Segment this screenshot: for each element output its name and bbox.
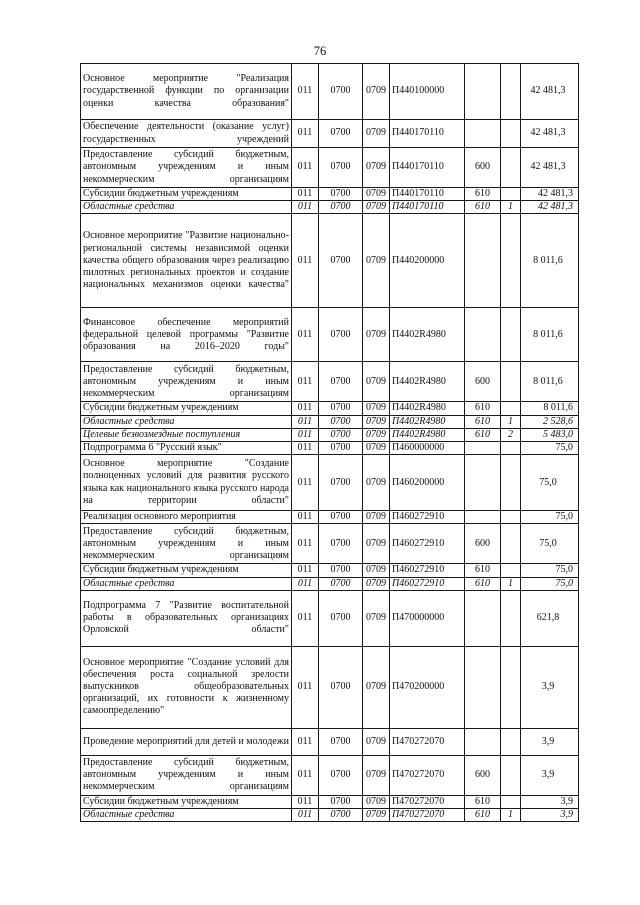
admin-code-cell: 011 [292, 755, 319, 795]
section-code-cell: 0700 [319, 590, 363, 646]
amount-cell: 75,0 [521, 441, 579, 454]
item-name-cell: Основное мероприятие "Создание условий для обеспечения роста социальной зрелости выпускников общеобразовательных организаций, их готовности к жизненному самоопределению" [81, 646, 292, 728]
expense-type-cell [465, 308, 501, 362]
admin-code-cell: 011 [292, 415, 319, 428]
subsection-code-cell: 0709 [363, 755, 390, 795]
section-code-cell: 0700 [319, 362, 363, 402]
table-row [81, 402, 579, 415]
amount-cell: 75,0 [521, 577, 579, 590]
subsection-code-cell: 0709 [363, 428, 390, 441]
item-name-cell: Проведение мероприятий для детей и молодежи [81, 728, 292, 755]
item-name-cell: Областные средства [81, 808, 292, 821]
section-code-cell: 0700 [319, 564, 363, 577]
admin-code-cell: 011 [292, 148, 319, 188]
item-name-cell: Основное мероприятие "Развитие национально-региональной системы независимой оценки качества общего образования через реализацию пилотных региональных проектов и создание национальных механизмов оценки качества" [81, 214, 292, 308]
item-name-cell: Основное мероприятие "Создание полноценных условий для развития русского языка как национального языка русского народа на территории области" [81, 455, 292, 511]
item-name-cell: Подпрограмма 6 "Русский язык" [81, 441, 292, 454]
funding-source-cell [501, 64, 521, 120]
table-row [81, 646, 579, 728]
subsection-code-cell: 0709 [363, 646, 390, 728]
funding-source-cell [501, 795, 521, 808]
item-name-cell: Областные средства [81, 201, 292, 214]
admin-code-cell: 011 [292, 188, 319, 201]
expense-type-cell: 600 [465, 524, 501, 564]
expense-type-cell [465, 646, 501, 728]
subsection-code-cell: 0709 [363, 590, 390, 646]
section-code-cell: 0700 [319, 120, 363, 148]
expense-type-cell: 610 [465, 577, 501, 590]
table-row [81, 564, 579, 577]
expense-type-cell [465, 728, 501, 755]
amount-cell: 75,0 [521, 524, 579, 564]
item-name-cell: Субсидии бюджетным учреждениям [81, 402, 292, 415]
amount-cell: 3,9 [521, 755, 579, 795]
funding-source-cell [501, 511, 521, 524]
table-row [81, 795, 579, 808]
subsection-code-cell: 0709 [363, 402, 390, 415]
table-row [81, 214, 579, 308]
subsection-code-cell: 0709 [363, 577, 390, 590]
funding-source-cell: 1 [501, 201, 521, 214]
admin-code-cell: 011 [292, 646, 319, 728]
target-article-cell: П470272070 [390, 808, 465, 821]
funding-source-cell [501, 188, 521, 201]
admin-code-cell: 011 [292, 808, 319, 821]
item-name-cell: Реализация основного мероприятия [81, 511, 292, 524]
expense-type-cell [465, 214, 501, 308]
amount-cell: 42 481,3 [521, 64, 579, 120]
subsection-code-cell: 0709 [363, 120, 390, 148]
expense-type-cell [465, 455, 501, 511]
subsection-code-cell: 0709 [363, 524, 390, 564]
funding-source-cell [501, 646, 521, 728]
item-name-cell: Субсидии бюджетным учреждениям [81, 564, 292, 577]
subsection-code-cell: 0709 [363, 441, 390, 454]
expense-type-cell [465, 590, 501, 646]
section-code-cell: 0700 [319, 308, 363, 362]
admin-code-cell: 011 [292, 64, 319, 120]
table-row [81, 441, 579, 454]
funding-source-cell [501, 441, 521, 454]
table-row [81, 808, 579, 821]
admin-code-cell: 011 [292, 455, 319, 511]
section-code-cell: 0700 [319, 728, 363, 755]
table-row [81, 64, 579, 120]
admin-code-cell: 011 [292, 441, 319, 454]
target-article-cell: П4402R4980 [390, 308, 465, 362]
target-article-cell: П440200000 [390, 214, 465, 308]
subsection-code-cell: 0709 [363, 214, 390, 308]
expense-type-cell: 610 [465, 415, 501, 428]
funding-source-cell [501, 524, 521, 564]
funding-source-cell: 1 [501, 415, 521, 428]
section-code-cell: 0700 [319, 755, 363, 795]
subsection-code-cell: 0709 [363, 148, 390, 188]
funding-source-cell: 2 [501, 428, 521, 441]
funding-source-cell: 1 [501, 808, 521, 821]
expense-type-cell: 610 [465, 188, 501, 201]
funding-source-cell [501, 148, 521, 188]
admin-code-cell: 011 [292, 362, 319, 402]
subsection-code-cell: 0709 [363, 455, 390, 511]
table-row [81, 415, 579, 428]
expense-type-cell: 600 [465, 148, 501, 188]
page-number: 76 [313, 44, 327, 58]
expense-type-cell: 600 [465, 755, 501, 795]
table-row [81, 728, 579, 755]
amount-cell: 42 481,3 [521, 201, 579, 214]
amount-cell: 75,0 [521, 511, 579, 524]
target-article-cell: П460272910 [390, 511, 465, 524]
target-article-cell: П470000000 [390, 590, 465, 646]
funding-source-cell [501, 455, 521, 511]
funding-source-cell [501, 362, 521, 402]
funding-source-cell [501, 590, 521, 646]
subsection-code-cell: 0709 [363, 362, 390, 402]
amount-cell: 3,9 [521, 808, 579, 821]
amount-cell: 3,9 [521, 728, 579, 755]
expense-type-cell: 610 [465, 402, 501, 415]
subsection-code-cell: 0709 [363, 564, 390, 577]
funding-source-cell [501, 728, 521, 755]
expense-type-cell: 610 [465, 428, 501, 441]
section-code-cell: 0700 [319, 511, 363, 524]
expense-type-cell [465, 511, 501, 524]
target-article-cell: П4402R4980 [390, 415, 465, 428]
admin-code-cell: 011 [292, 511, 319, 524]
admin-code-cell: 011 [292, 590, 319, 646]
subsection-code-cell: 0709 [363, 308, 390, 362]
funding-source-cell [501, 564, 521, 577]
section-code-cell: 0700 [319, 64, 363, 120]
section-code-cell: 0700 [319, 577, 363, 590]
budget-table-body [81, 64, 579, 822]
admin-code-cell: 011 [292, 728, 319, 755]
item-name-cell: Предоставление субсидий бюджетным, автономным учреждениям и иным некоммерческим организациям [81, 148, 292, 188]
subsection-code-cell: 0709 [363, 808, 390, 821]
item-name-cell: Субсидии бюджетным учреждениям [81, 795, 292, 808]
target-article-cell: П4402R4980 [390, 402, 465, 415]
amount-cell: 8 011,6 [521, 362, 579, 402]
funding-source-cell [501, 120, 521, 148]
section-code-cell: 0700 [319, 402, 363, 415]
target-article-cell: П470272070 [390, 755, 465, 795]
target-article-cell: П460272910 [390, 524, 465, 564]
table-row [81, 362, 579, 402]
subsection-code-cell: 0709 [363, 201, 390, 214]
admin-code-cell: 011 [292, 201, 319, 214]
expense-type-cell [465, 64, 501, 120]
item-name-cell: Предоставление субсидий бюджетным, автономным учреждениям и иным некоммерческим организациям [81, 755, 292, 795]
amount-cell: 3,9 [521, 795, 579, 808]
target-article-cell: П4402R4980 [390, 428, 465, 441]
target-article-cell: П440170110 [390, 148, 465, 188]
expense-type-cell: 610 [465, 808, 501, 821]
funding-source-cell [501, 755, 521, 795]
table-row [81, 755, 579, 795]
section-code-cell: 0700 [319, 795, 363, 808]
item-name-cell: Основное мероприятие "Реализация государственной функции по организации оценки качества образования" [81, 64, 292, 120]
subsection-code-cell: 0709 [363, 415, 390, 428]
admin-code-cell: 011 [292, 577, 319, 590]
item-name-cell: Подпрограмма 7 "Развитие воспитательной работы в образовательных организациях Орловской области" [81, 590, 292, 646]
item-name-cell: Предоставление субсидий бюджетным, автономным учреждениям и иным некоммерческим организациям [81, 362, 292, 402]
amount-cell: 2 528,6 [521, 415, 579, 428]
target-article-cell: П440170110 [390, 188, 465, 201]
target-article-cell: П460200000 [390, 455, 465, 511]
table-row [81, 590, 579, 646]
section-code-cell: 0700 [319, 415, 363, 428]
target-article-cell: П470272070 [390, 795, 465, 808]
item-name-cell: Областные средства [81, 577, 292, 590]
table-row [81, 120, 579, 148]
subsection-code-cell: 0709 [363, 728, 390, 755]
admin-code-cell: 011 [292, 564, 319, 577]
section-code-cell: 0700 [319, 455, 363, 511]
admin-code-cell: 011 [292, 308, 319, 362]
expense-type-cell [465, 441, 501, 454]
target-article-cell: П470272070 [390, 728, 465, 755]
amount-cell: 42 481,3 [521, 120, 579, 148]
expense-type-cell [465, 120, 501, 148]
table-row [81, 524, 579, 564]
table-row [81, 201, 579, 214]
target-article-cell: П460272910 [390, 564, 465, 577]
amount-cell: 3,9 [521, 646, 579, 728]
section-code-cell: 0700 [319, 214, 363, 308]
section-code-cell: 0700 [319, 646, 363, 728]
table-row [81, 308, 579, 362]
amount-cell: 8 011,6 [521, 308, 579, 362]
funding-source-cell [501, 308, 521, 362]
section-code-cell: 0700 [319, 441, 363, 454]
item-name-cell: Целевые безвозмездные поступления [81, 428, 292, 441]
admin-code-cell: 011 [292, 120, 319, 148]
table-row [81, 148, 579, 188]
section-code-cell: 0700 [319, 524, 363, 564]
amount-cell: 42 481,3 [521, 188, 579, 201]
target-article-cell: П460272910 [390, 577, 465, 590]
admin-code-cell: 011 [292, 402, 319, 415]
amount-cell: 75,0 [521, 564, 579, 577]
admin-code-cell: 011 [292, 428, 319, 441]
table-row [81, 577, 579, 590]
target-article-cell: П440170110 [390, 201, 465, 214]
admin-code-cell: 011 [292, 795, 319, 808]
target-article-cell: П440100000 [390, 64, 465, 120]
item-name-cell: Обеспечение деятельности (оказание услуг) государственных учреждений [81, 120, 292, 148]
target-article-cell: П440170110 [390, 120, 465, 148]
subsection-code-cell: 0709 [363, 64, 390, 120]
section-code-cell: 0700 [319, 188, 363, 201]
expense-type-cell: 610 [465, 564, 501, 577]
amount-cell: 8 011,6 [521, 402, 579, 415]
funding-source-cell [501, 214, 521, 308]
funding-source-cell [501, 402, 521, 415]
section-code-cell: 0700 [319, 808, 363, 821]
expense-type-cell: 600 [465, 362, 501, 402]
amount-cell: 42 481,3 [521, 148, 579, 188]
target-article-cell: П470200000 [390, 646, 465, 728]
table-row [81, 511, 579, 524]
table-row [81, 455, 579, 511]
item-name-cell: Финансовое обеспечение мероприятий федеральной целевой программы "Развитие образования на 2016–2020 годы" [81, 308, 292, 362]
amount-cell: 621,8 [521, 590, 579, 646]
admin-code-cell: 011 [292, 214, 319, 308]
subsection-code-cell: 0709 [363, 795, 390, 808]
amount-cell: 75,0 [521, 455, 579, 511]
subsection-code-cell: 0709 [363, 188, 390, 201]
item-name-cell: Областные средства [81, 415, 292, 428]
funding-source-cell: 1 [501, 577, 521, 590]
item-name-cell: Субсидии бюджетным учреждениям [81, 188, 292, 201]
table-row [81, 428, 579, 441]
admin-code-cell: 011 [292, 524, 319, 564]
table-row [81, 188, 579, 201]
target-article-cell: П4402R4980 [390, 362, 465, 402]
section-code-cell: 0700 [319, 428, 363, 441]
expense-type-cell: 610 [465, 201, 501, 214]
item-name-cell: Предоставление субсидий бюджетным, автономным учреждениям и иным некоммерческим организациям [81, 524, 292, 564]
subsection-code-cell: 0709 [363, 511, 390, 524]
section-code-cell: 0700 [319, 201, 363, 214]
amount-cell: 5 483,0 [521, 428, 579, 441]
section-code-cell: 0700 [319, 148, 363, 188]
budget-table [80, 63, 579, 822]
target-article-cell: П460000000 [390, 441, 465, 454]
amount-cell: 8 011,6 [521, 214, 579, 308]
expense-type-cell: 610 [465, 795, 501, 808]
